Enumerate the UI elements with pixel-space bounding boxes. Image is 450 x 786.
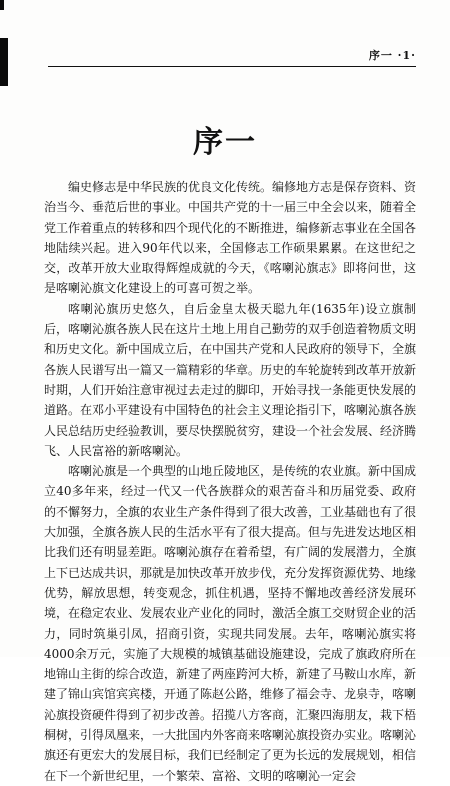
scan-edge-mark [0, 0, 4, 10]
running-header: 序一 ·1· [368, 49, 416, 62]
paragraph-1: 编史修志是中华民族的优良文化传统。编修地方志是保存资料、资治当今、垂范后世的事业。中国共产党的十一届三中全会以来，随着全党工作着重点的转移和四个现代化的不断推进，编修新志事业在全国各地陆续兴起。进入90年代以来，全国修志工作硕果累累。在这世纪之交，改革开放大业取得辉煌成就的今天，《喀喇沁旗志》即将问世，这是喀喇沁旗文化建设上的可喜可贺之举。 [44, 180, 417, 296]
header-rule [48, 66, 416, 67]
paragraph-2: 喀喇沁旗历史悠久，自后金皇太极天聪九年(1635年)设立旗制后，喀喇沁旗各族人民在这片土地上用自己勤劳的双手创造着物质文明和历史文化。新中国成立后，在中国共产党和人民政府的领导下，全旗各族人民谱写出一篇又一篇精彩的华章。历史的车轮旋转到改革开放新时期，人们开始注意审视过去走过的脚印，开始寻找一条能更快发展的道路。在邓小平建设有中国特色的社会主义理论指引下，喀喇沁旗各族人民总结历史经验教训，要尽快摆脱贫穷，建设一个社会发展、经济腾飞、人民富裕的新喀喇沁。 [44, 301, 417, 458]
page-title: 序一 [193, 125, 257, 160]
paragraph-3: 喀喇沁旗是一个典型的山地丘陵地区，是传统的农业旗。新中国成立40多年来，经过一代又一代各族群众的艰苦奋斗和历届党委、政府的不懈努力，全旗的农业生产条件得到了很大改善，工业基础也有了很大加强，全旗各族人民的生活水平有了很大提高。但与先进发达地区相比我们还有明显差距。喀喇沁旗存在着希望，有广阔的发展潜力，全旗上下已达成共识，那就是加快改革开放步伐，充分发挥资源优势、地缘优势，解放思想，转变观念，抓住机遇，坚持不懈地改善经济发展环境，在稳定农业、发展农业产业化的同时，激活全旗工交财贸企业的活力，同时筑巢引凤，招商引资，实现共同发展。去年，喀喇沁旗实将4000余万元，实施了大规模的城镇基础设施建设，完成了旗政府所在地锦山主街的综合改造，新建了两座跨河大桥，新建了马鞍山水库，新建了锦山宾馆宾宾楼，开通了陈赵公路，维修了福会寺、龙泉寺，喀喇沁旗投资硬件得到了初步改善。招揽八方客商，汇聚四海朋友，栽下梧桐树，引得凤凰来，一大批国内外客商来喀喇沁旗投资办实业。喀喇沁旗还有更宏大的发展目标，我们已经制定了更为长远的发展规划，相信在下一个新世纪里，一个繁荣、富裕、文明的喀喇沁一定会 [44, 464, 417, 783]
body-text [44, 177, 416, 786]
scan-edge-shadow [0, 38, 8, 86]
